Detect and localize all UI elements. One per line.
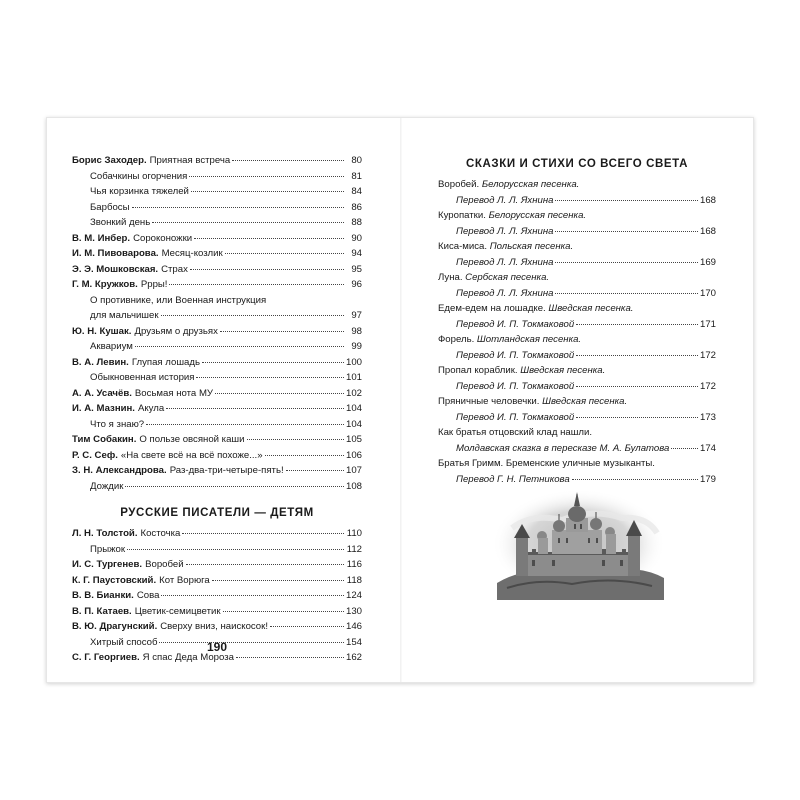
toc-note: Молдавская сказка в пересказе М. А. Булатова [456,442,670,454]
toc-entry [72,604,362,620]
toc-entry-text [438,456,655,472]
toc-entry-text [456,317,574,333]
toc-entry [72,153,362,169]
toc-page-number: 174 [699,442,716,454]
toc-leader-dots [132,207,345,208]
toc-entry [438,472,716,488]
toc-leader-dots [169,284,344,285]
toc-entry [72,200,362,216]
toc-title: Кот Ворюга [159,574,210,586]
toc-title: Прыжок [90,543,126,555]
toc-title: Глупая лошадь [131,356,200,368]
toc-note: Перевод И. П. Токмаковой [456,380,575,392]
toc-page-number: 130 [345,605,362,617]
toc-entry-text [72,463,284,479]
toc-page-number: 171 [699,318,716,330]
toc-entry [438,456,716,472]
toc-title: Куропатки. [438,210,486,221]
toc-title: Хитрый способ [90,636,158,648]
toc-leader-dots [194,238,344,239]
toc-title: Луна. [438,272,463,283]
toc-title: Сова [136,590,160,601]
toc-author: З. Н. Александрова. [72,465,167,476]
toc-leader-dots [161,315,344,316]
toc-entry-text [90,308,159,324]
toc-leader-dots [215,393,344,394]
toc-title: Чья корзинка тяжелей [90,186,189,197]
toc-leader-dots [225,253,344,254]
toc-entry [72,432,362,448]
toc-note: Перевод И. П. Токмаковой [456,318,575,330]
toc-title: Сороконожки [133,232,193,244]
toc-leader-dots [161,595,344,596]
toc-entry-text [90,184,189,200]
toc-title: О противнике, или Военная инструкция [90,294,267,306]
toc-entry-text [438,332,581,348]
toc-leader-dots [555,200,698,201]
toc-entry-text [72,153,230,169]
toc-entry-text [456,193,553,209]
toc-entry-text [72,588,159,604]
toc-entry [438,239,716,255]
toc-title: Воробей. [438,179,480,190]
toc-entry [72,308,362,324]
toc-leader-dots [671,448,698,449]
toc-title: Косточка [140,528,181,539]
toc-entry [72,169,362,185]
toc-leader-dots [232,160,344,161]
toc-entry-text [90,479,123,495]
toc-entry-text [438,239,573,255]
toc-leader-dots [127,549,344,550]
toc-title: Месяц-козлик [161,248,223,259]
toc-entry [72,355,362,371]
toc-author: Тим Собакин. [72,434,137,445]
toc-entry [72,463,362,479]
toc-title: Приятная встреча [149,155,231,166]
toc-page-number: 168 [699,194,716,206]
toc-entry-text [72,573,210,589]
toc-leader-dots [166,408,344,409]
toc-page-number: 106 [345,449,362,461]
toc-title: Пропал кораблик. [438,365,518,376]
toc-entry-text [438,394,627,410]
toc-entry-text [72,557,184,573]
toc-page-number: 86 [351,201,362,213]
toc-author: С. Г. Георгиев. [72,652,140,663]
toc-entry-text [90,200,130,216]
toc-title: для мальчишек [90,310,159,321]
toc-entry [438,270,716,286]
toc-entry-text [72,401,164,417]
toc-leader-dots [555,293,698,294]
toc-entry [72,479,362,495]
toc-entry [438,286,716,302]
toc-entry [72,588,362,604]
toc-entry-text [72,262,188,278]
toc-entry-text [438,208,586,224]
toc-leader-dots [555,231,698,232]
toc-entry-text [90,542,125,558]
toc-note: Перевод И. П. Токмаковой [456,349,575,361]
toc-entry-text [72,604,221,620]
toc-title: Пряничные человечки. [438,396,540,407]
toc-page-number: 168 [699,225,716,237]
toc-title: Друзьям о друзьях [134,325,218,337]
toc-entry-text [90,417,144,433]
toc-leader-dots [286,470,344,471]
toc-entry [438,348,716,364]
toc-title: Воробей [145,559,184,570]
book-spread [46,117,754,683]
toc-entry-text [72,432,245,448]
toc-leader-dots [191,191,344,192]
toc-entry [438,301,716,317]
toc-leader-dots [572,479,698,480]
toc-entry-text [72,231,192,247]
toc-page-number: 173 [699,411,716,423]
toc-page-number: 88 [351,217,362,228]
toc-page-number: 98 [351,325,362,337]
toc-page-number: 95 [351,263,362,275]
toc-entry [438,394,716,410]
toc-leader-dots [576,324,698,325]
toc-page-number: 99 [351,341,362,352]
toc-title: Аквариум [90,341,133,352]
toc-leader-dots [196,377,344,378]
toc-note: Польская песенка. [489,241,574,252]
toc-entry-text [438,425,592,441]
toc-leader-dots [186,564,344,565]
toc-leader-dots [159,642,344,643]
toc-entry-text [90,370,194,386]
toc-page-number: 169 [699,256,716,268]
toc-note: Шотландская песенка. [476,334,582,345]
toc-author: В. В. Бианки. [72,590,134,601]
toc-entry-text [72,246,223,262]
toc-page-number: 97 [351,310,362,321]
toc-author: И. А. Мазнин. [72,403,135,414]
toc-page-number: 104 [345,403,362,414]
toc-entry [72,293,362,309]
toc-note: Перевод Г. Н. Петникова [456,473,570,485]
toc-page-number: 162 [345,652,362,663]
toc-author: Р. С. Сеф. [72,449,118,461]
section-heading-russian-writers: РУССКИЕ ПИСАТЕЛИ — ДЕТЯМ [120,507,314,519]
toc-page-number: 172 [699,380,716,392]
toc-entry [438,332,716,348]
toc-leader-dots [223,611,344,612]
toc-leader-dots [152,222,344,223]
toc-entry-text [90,293,266,309]
toc-page-number: 94 [351,248,362,259]
toc-title: Форель. [438,334,475,345]
toc-author: Э. Э. Мошковская. [72,263,159,275]
toc-entry [438,208,716,224]
toc-author: Л. Н. Толстой. [72,528,138,539]
toc-entry [438,317,716,333]
toc-page-number: 116 [346,559,362,570]
toc-title: Я спас Деда Мороза [142,652,234,663]
page-number: 190 [207,640,228,654]
toc-entry-text [72,448,263,464]
toc-entry-text [456,472,570,488]
toc-page-number: 108 [345,480,362,492]
right-page-contents [438,153,716,487]
fortress-illustration [492,488,667,600]
toc-title: Сверху вниз, наискосок! [160,621,269,632]
toc-entry-text [438,301,633,317]
toc-title: Раз-два-три-четыре-пять! [169,465,284,476]
toc-author: А. А. Усачёв. [72,387,132,399]
toc-entry-text [72,619,268,635]
toc-entry [438,441,716,457]
toc-entry-text [438,270,549,286]
toc-note: Перевод Л. Л. Яхнина [456,256,554,268]
toc-page-number: 105 [345,434,362,445]
toc-entry-text [72,277,167,293]
toc-leader-dots [270,626,344,627]
toc-list-right [438,177,716,487]
toc-note: Шведская песенка. [520,365,606,376]
toc-entry [72,277,362,293]
toc-entry [72,619,362,635]
toc-entry-text [456,348,574,364]
toc-author: В. А. Левин. [72,356,129,368]
toc-page-number: 100 [345,356,362,368]
toc-author: И. С. Тургенев. [72,559,143,570]
toc-entry-text [72,324,218,340]
toc-title: Собачкины огорчения [90,170,188,182]
toc-leader-dots [555,262,698,263]
toc-author: К. Г. Паустовский. [72,574,157,586]
toc-entry [72,262,362,278]
left-page-contents [72,153,362,666]
toc-page-number: 170 [699,287,716,299]
toc-page-number: 96 [351,279,362,290]
toc-title: Киса-миса. [438,241,488,252]
toc-author: Г. М. Кружков. [72,279,138,290]
toc-leader-dots [182,533,344,534]
toc-note: Белорусская песенка. [481,179,580,190]
toc-note: Перевод Л. Л. Яхнина [456,194,554,206]
toc-entry [72,386,362,402]
toc-leader-dots [202,362,344,363]
toc-page-number: 110 [346,528,362,539]
toc-entry [72,215,362,231]
toc-entry-text [438,177,579,193]
toc-title: Акула [137,403,165,414]
toc-note: Сербская песенка. [465,272,550,283]
toc-author: В. Ю. Драгунский. [72,621,158,632]
toc-entry [438,379,716,395]
toc-title: Братья Гримм. Бременские уличные музыканты. [438,458,655,469]
toc-entry [438,193,716,209]
toc-entry [72,448,362,464]
toc-title: Звонкий день [90,217,151,228]
toc-author: Ю. Н. Кушак. [72,325,132,337]
toc-leader-dots [247,439,344,440]
toc-leader-dots [265,455,344,456]
section-heading-world-tales: СКАЗКИ И СТИХИ СО ВСЕГО СВЕТА [465,158,688,170]
toc-entry-text [90,339,133,355]
toc-entry [72,339,362,355]
toc-author: В. М. Инбер. [72,232,131,244]
toc-title: Как братья отцовский клад нашли. [438,427,593,438]
toc-page-number: 107 [345,465,362,476]
toc-page-number: 84 [351,186,362,197]
toc-leader-dots [146,424,344,425]
toc-entry [438,363,716,379]
toc-leader-dots [236,657,344,658]
toc-page-number: 102 [345,387,362,399]
toc-note: Перевод Л. Л. Яхнина [456,225,554,237]
toc-note: Шведская песенка. [542,396,628,407]
toc-title: О пользе овсяной каши [139,434,245,445]
toc-entry [438,224,716,240]
toc-title: Страх [161,263,188,275]
toc-entry-text [456,410,574,426]
toc-note: Белорусская песенка. [488,210,587,221]
toc-title: Барбосы [90,201,130,213]
toc-leader-dots [576,417,698,418]
book-gutter [400,118,402,682]
toc-title: Что я знаю? [90,418,145,430]
toc-page-number: 154 [345,636,362,648]
toc-page-number: 118 [346,574,362,586]
toc-page-number: 146 [345,621,362,632]
toc-page-number: 112 [346,543,362,555]
toc-leader-dots [189,176,344,177]
toc-entry [72,231,362,247]
toc-entry-text [72,355,200,371]
toc-entry-text [90,215,150,231]
toc-entry-text [90,169,187,185]
toc-entry [72,370,362,386]
toc-entry [438,177,716,193]
toc-entry [72,542,362,558]
toc-entry [72,557,362,573]
toc-entry [438,425,716,441]
toc-page-number: 179 [699,473,716,485]
toc-author: Борис Заходер. [72,155,147,166]
toc-leader-dots [135,346,344,347]
toc-leader-dots [576,355,698,356]
toc-entry [72,526,362,542]
toc-entry [72,573,362,589]
toc-leader-dots [190,269,344,270]
toc-title: Цветик-семицветик [134,605,221,617]
toc-entry-text [456,255,553,271]
toc-entry [72,246,362,262]
toc-entry-text [90,635,157,651]
toc-entry [438,410,716,426]
toc-page-number: 80 [351,155,362,166]
toc-leader-dots [212,580,344,581]
toc-entry-text [456,224,553,240]
toc-page-number: 124 [345,590,362,601]
toc-page-number: 101 [345,372,362,383]
toc-note: Шведская песенка. [548,303,634,314]
toc-entry-text [72,386,213,402]
toc-entry-text [72,526,180,542]
toc-title: Дождик [90,480,124,492]
toc-entry-text [456,379,574,395]
toc-title: «На свете всё на всё похоже...» [120,449,263,461]
toc-entry [72,417,362,433]
toc-page-number: 172 [699,349,716,361]
toc-note: Перевод Л. Л. Яхнина [456,287,554,299]
toc-leader-dots [125,486,344,487]
toc-page-number: 90 [351,232,362,244]
toc-entry-text [438,363,605,379]
toc-note: Перевод И. П. Токмаковой [456,411,575,423]
toc-entry-text [456,286,553,302]
toc-entry-text [456,441,669,457]
toc-page-number: 81 [351,170,362,182]
toc-entry [72,324,362,340]
toc-entry [72,401,362,417]
toc-author: И. М. Пивоварова. [72,248,159,259]
toc-title: Обыкновенная история [90,372,195,383]
toc-page-number: 104 [345,418,362,430]
toc-entry [438,255,716,271]
toc-list-top [72,153,362,494]
toc-author: В. П. Катаев. [72,605,132,617]
toc-title: Восьмая нота МУ [134,387,214,399]
toc-title: Ррры! [140,279,168,290]
toc-entry [72,184,362,200]
toc-leader-dots [220,331,344,332]
toc-leader-dots [576,386,698,387]
toc-title: Едем-едем на лошадке. [438,303,546,314]
